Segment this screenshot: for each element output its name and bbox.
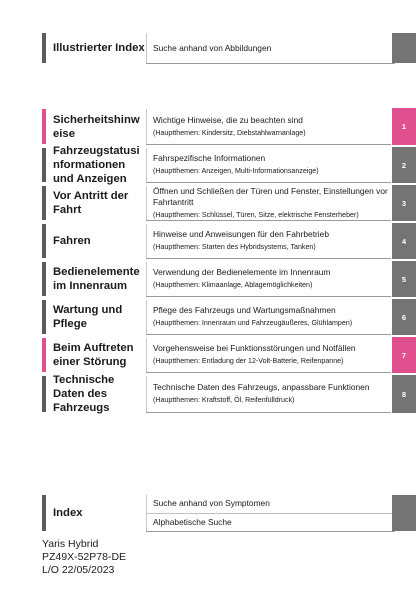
header-desc[interactable]: Suche anhand von Abbildungen bbox=[153, 43, 272, 53]
section-title-line: Daten des bbox=[53, 388, 107, 400]
section-desc-3[interactable] bbox=[153, 185, 389, 220]
section-bar-4 bbox=[42, 224, 46, 258]
section-bar-6 bbox=[42, 300, 46, 334]
section-subtopics: (Hauptthemen: Starten des Hybridsystems, Tanken) bbox=[153, 243, 316, 251]
section-desc-4[interactable] bbox=[153, 223, 389, 258]
section-underline bbox=[146, 144, 391, 145]
index-row-symptoms[interactable]: Suche anhand von Symptomen bbox=[153, 498, 270, 508]
section-underline bbox=[146, 412, 391, 413]
section-subtopics: (Hauptthemen: Kindersitz, Diebstahlwarnanlage) bbox=[153, 128, 306, 137]
section-desc-5[interactable] bbox=[153, 261, 389, 296]
chapter-tab-5[interactable]: 5 bbox=[392, 261, 416, 297]
footer-code: PZ49X-52P78-DE bbox=[42, 551, 127, 563]
section-desc-8[interactable] bbox=[153, 375, 389, 412]
section-main-text: Hinweise und Anweisungen für den Fahrbetrieb bbox=[153, 229, 329, 239]
index-tab bbox=[392, 495, 416, 531]
section-main-text: Öffnen und Schließen der Türen und Fenster, Einstellungen vor Fahrtantritt bbox=[153, 185, 388, 207]
section-bar-8 bbox=[42, 376, 46, 412]
section-divider bbox=[146, 109, 147, 144]
section-divider bbox=[146, 224, 147, 258]
section-underline bbox=[146, 220, 391, 221]
section-bar-5 bbox=[42, 262, 46, 296]
section-desc-6[interactable] bbox=[153, 299, 389, 334]
section-subtopics: (Hauptthemen: Kraftstoff, Öl, Reifenfülldruck) bbox=[153, 396, 295, 404]
section-title-line: und Anzeigen bbox=[53, 173, 127, 185]
section-title-line: nformationen bbox=[53, 159, 126, 171]
section-title-5[interactable] bbox=[53, 261, 145, 297]
chapter-tab-4[interactable]: 4 bbox=[392, 223, 416, 259]
section-divider bbox=[146, 148, 147, 182]
section-title-7[interactable] bbox=[53, 337, 145, 373]
index-title[interactable]: Index bbox=[53, 507, 83, 519]
section-main-text: Fahrspezifische Informationen bbox=[153, 153, 266, 163]
index-bar bbox=[42, 495, 46, 531]
section-divider bbox=[146, 376, 147, 412]
section-underline bbox=[146, 182, 391, 183]
section-underline bbox=[146, 334, 391, 335]
section-divider bbox=[146, 262, 147, 296]
section-title-1[interactable] bbox=[53, 108, 145, 145]
chapter-tab-6[interactable]: 6 bbox=[392, 299, 416, 335]
section-desc-2[interactable] bbox=[153, 147, 389, 182]
header-divider bbox=[146, 33, 147, 63]
footer-model: Yaris Hybrid bbox=[42, 538, 99, 550]
section-main-text: Pflege des Fahrzeugs und Wartungsmaßnahmen bbox=[153, 305, 336, 315]
section-title-line: Pflege bbox=[53, 318, 87, 330]
section-title-line: Fahrzeugstatusi bbox=[53, 145, 140, 157]
section-title-line: Fahrt bbox=[53, 204, 82, 216]
section-underline bbox=[146, 296, 391, 297]
index-row-separator bbox=[146, 513, 395, 514]
section-underline bbox=[146, 258, 391, 259]
chapter-tab-2[interactable]: 2 bbox=[392, 147, 416, 183]
section-title-line: eise bbox=[53, 127, 75, 140]
chapter-tab-8[interactable]: 8 bbox=[392, 375, 416, 413]
section-main-text: Wichtige Hinweise, die zu beachten sind bbox=[153, 114, 303, 125]
section-title-line: Technische bbox=[53, 374, 115, 386]
section-title-line: Fahren bbox=[53, 235, 91, 247]
section-title-3[interactable] bbox=[53, 185, 145, 221]
footer-date: L/O 22/05/2023 bbox=[42, 564, 115, 576]
section-desc-7[interactable] bbox=[153, 337, 389, 372]
section-bar-1 bbox=[42, 109, 46, 144]
section-main-text: Verwendung der Bedienelemente im Innenraum bbox=[153, 267, 331, 277]
section-subtopics: (Hauptthemen: Klimaanlage, Ablagemöglichkeiten) bbox=[153, 281, 313, 289]
section-bar-7 bbox=[42, 338, 46, 372]
section-title-6[interactable] bbox=[53, 299, 145, 335]
section-title-line: Sicherheitshinw bbox=[53, 113, 140, 126]
section-divider bbox=[146, 300, 147, 334]
section-title-line: einer Störung bbox=[53, 356, 127, 368]
section-title-line: Fahrzeugs bbox=[53, 402, 110, 414]
section-subtopics: (Hauptthemen: Anzeigen, Multi-Informationsanzeige) bbox=[153, 167, 319, 175]
header-underline bbox=[146, 63, 395, 64]
chapter-tab-1[interactable]: 1 bbox=[392, 108, 416, 145]
header-tab bbox=[392, 33, 416, 63]
index-underline bbox=[146, 531, 395, 532]
section-main-text: Technische Daten des Fahrzeugs, anpassbare Funktionen bbox=[153, 382, 370, 392]
header-bar bbox=[42, 33, 46, 63]
section-divider bbox=[146, 338, 147, 372]
index-row-alphabetical[interactable]: Alphabetische Suche bbox=[153, 517, 232, 527]
section-title-2[interactable] bbox=[53, 147, 145, 183]
section-divider bbox=[146, 186, 147, 220]
chapter-tab-7[interactable]: 7 bbox=[392, 337, 416, 373]
section-subtopics: (Hauptthemen: Innenraum und Fahrzeugäußeres, Glühlampen) bbox=[153, 319, 353, 327]
section-title-8[interactable] bbox=[53, 375, 145, 413]
section-title-line: im Innenraum bbox=[53, 280, 128, 292]
section-underline bbox=[146, 372, 391, 373]
section-title-line: Beim Auftreten bbox=[53, 342, 134, 354]
section-title-4[interactable] bbox=[53, 223, 145, 259]
section-title-line: Bedienelemente bbox=[53, 266, 140, 278]
section-desc-1[interactable] bbox=[153, 108, 389, 144]
chapter-tab-3[interactable]: 3 bbox=[392, 185, 416, 221]
section-bar-3 bbox=[42, 186, 46, 220]
section-subtopics: (Hauptthemen: Entladung der 12-Volt-Batterie, Reifenpanne) bbox=[153, 357, 344, 365]
section-subtopics: (Hauptthemen: Schlüssel, Türen, Sitze, elektrische Fensterheber) bbox=[153, 210, 359, 219]
section-main-text: Vorgehensweise bei Funktionsstörungen und Notfällen bbox=[153, 343, 356, 353]
section-title-line: Vor Antritt der bbox=[53, 190, 129, 202]
header-title[interactable]: Illustrierter Index bbox=[53, 42, 145, 54]
section-title-line: Wartung und bbox=[53, 304, 123, 316]
section-bar-2 bbox=[42, 148, 46, 182]
